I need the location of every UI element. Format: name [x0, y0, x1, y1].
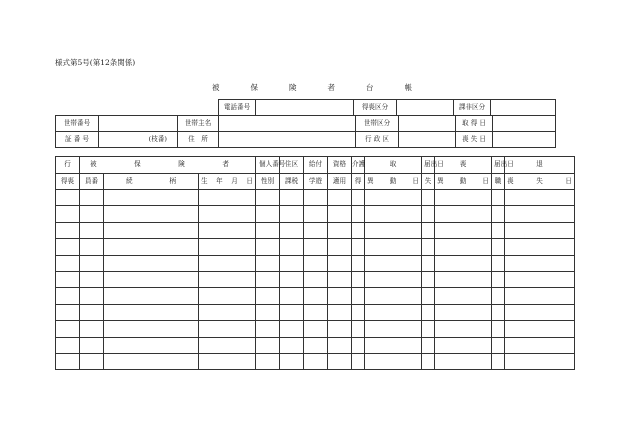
form-title [212, 82, 412, 93]
header-char: 異 [367, 176, 374, 185]
table-cell[interactable] [199, 206, 256, 222]
table-cell[interactable] [304, 321, 328, 337]
table-cell[interactable] [104, 304, 199, 320]
col-header: 取 [365, 157, 422, 174]
col-header: 員番 [80, 173, 104, 190]
table-cell[interactable] [199, 337, 256, 353]
table-cell[interactable] [365, 239, 422, 255]
header-char: 届 [494, 160, 501, 169]
table-cell[interactable] [256, 288, 280, 304]
header-char: 異 [437, 176, 444, 185]
table-cell[interactable] [422, 271, 435, 287]
table-cell[interactable] [280, 353, 304, 369]
table-cell[interactable] [199, 288, 256, 304]
table-cell[interactable] [435, 337, 492, 353]
acquire-date-label: 取 得 日 [456, 116, 493, 132]
acquire-date-field[interactable] [493, 116, 556, 132]
table-cell[interactable] [435, 222, 492, 238]
table-cell[interactable] [280, 206, 304, 222]
header-char: 動 [459, 176, 467, 185]
header-char: 者 [222, 160, 229, 169]
header-char: 日 [507, 160, 514, 169]
col-header: 行 [56, 157, 80, 174]
table-cell[interactable] [80, 222, 104, 238]
table-cell[interactable] [104, 255, 199, 271]
table-cell[interactable] [80, 255, 104, 271]
table-cell[interactable] [422, 353, 435, 369]
table-cell[interactable] [256, 337, 280, 353]
table-cell[interactable] [352, 206, 365, 222]
col-header [80, 157, 256, 174]
tax-class-field[interactable] [491, 100, 556, 116]
header-char: 険 [178, 160, 185, 169]
table-cell[interactable] [304, 288, 328, 304]
table-cell[interactable] [365, 271, 422, 287]
table-cell[interactable] [56, 190, 80, 206]
district-field[interactable] [399, 132, 456, 148]
col-header: 介護 [352, 157, 365, 174]
table-cell[interactable] [492, 353, 505, 369]
table-cell[interactable] [365, 353, 422, 369]
table-cell[interactable] [352, 337, 365, 353]
header-char: 動 [389, 176, 397, 185]
table-row [56, 271, 575, 287]
household-number-label: 世帯番号 [56, 116, 99, 132]
info-table [55, 115, 556, 148]
table-cell[interactable] [56, 206, 80, 222]
col-header: 住区 [280, 157, 304, 174]
table-cell[interactable] [422, 239, 435, 255]
table-cell[interactable] [352, 255, 365, 271]
table-cell[interactable] [365, 206, 422, 222]
household-class-field[interactable] [399, 116, 456, 132]
col-header: 得喪 [56, 173, 80, 190]
acquire-loss-class-field[interactable] [397, 100, 454, 116]
table-cell[interactable] [492, 222, 505, 238]
household-number-field[interactable] [99, 116, 178, 132]
table-cell[interactable] [256, 239, 280, 255]
table-cell[interactable] [422, 337, 435, 353]
table-cell[interactable] [104, 206, 199, 222]
table-cell[interactable] [492, 255, 505, 271]
table-cell[interactable] [199, 222, 256, 238]
table-cell[interactable] [365, 337, 422, 353]
table-cell[interactable] [104, 271, 199, 287]
table-cell[interactable] [505, 353, 575, 369]
table-cell[interactable] [492, 239, 505, 255]
table-cell[interactable] [80, 206, 104, 222]
table-cell[interactable] [56, 255, 80, 271]
table-cell[interactable] [352, 321, 365, 337]
table-cell[interactable] [328, 337, 352, 353]
header-char: 日 [437, 160, 444, 169]
header-char: 号 [278, 160, 286, 169]
table-cell[interactable] [280, 239, 304, 255]
header-char: 届 [424, 160, 431, 169]
table-cell[interactable] [56, 288, 80, 304]
table-cell[interactable] [256, 190, 280, 206]
table-cell[interactable] [280, 271, 304, 287]
table-cell[interactable] [56, 222, 80, 238]
table-cell[interactable] [435, 239, 492, 255]
table-cell[interactable] [492, 337, 505, 353]
table-cell[interactable] [104, 222, 199, 238]
table-row [56, 337, 575, 353]
table-cell[interactable] [104, 321, 199, 337]
header-char: 被 [90, 160, 97, 169]
header-char: 生 [201, 176, 208, 185]
table-cell[interactable] [304, 353, 328, 369]
table-cell[interactable] [80, 353, 104, 369]
table-cell[interactable] [256, 255, 280, 271]
col-header [505, 173, 575, 190]
col-header: 失 [422, 173, 435, 190]
table-cell[interactable] [256, 222, 280, 238]
col-header: 適用 [328, 173, 352, 190]
header-row-1 [56, 157, 575, 174]
table-cell[interactable] [304, 337, 328, 353]
table-row [56, 222, 575, 238]
table-cell[interactable] [435, 321, 492, 337]
header-char: 出 [500, 160, 508, 169]
header-char: 柄 [169, 176, 176, 185]
branch-number-label[interactable]: (枝番) [99, 132, 178, 148]
table-cell[interactable] [505, 206, 575, 222]
header-char: 日 [482, 176, 489, 185]
table-cell[interactable] [280, 288, 304, 304]
table-cell[interactable] [505, 271, 575, 287]
header-char: 日 [246, 176, 253, 185]
header-char: 出 [430, 160, 438, 169]
col-header [435, 173, 492, 190]
table-cell[interactable] [505, 255, 575, 271]
district-label: 行 政 区 [356, 132, 399, 148]
table-cell[interactable] [328, 353, 352, 369]
table-cell[interactable] [80, 239, 104, 255]
table-cell[interactable] [104, 353, 199, 369]
table-cell[interactable] [422, 190, 435, 206]
table-cell[interactable] [352, 239, 365, 255]
table-cell[interactable] [80, 304, 104, 320]
table-cell[interactable] [256, 321, 280, 337]
col-header: 得 [352, 173, 365, 190]
title-char: 被 [212, 83, 220, 92]
header-char: 日 [412, 176, 419, 185]
title-char: 台 [366, 83, 374, 92]
table-cell[interactable] [365, 255, 422, 271]
table-cell[interactable] [422, 321, 435, 337]
table-cell[interactable] [104, 337, 199, 353]
table-cell[interactable] [304, 222, 328, 238]
table-cell[interactable] [280, 337, 304, 353]
table-cell[interactable] [422, 304, 435, 320]
table-cell[interactable] [435, 271, 492, 287]
form-number: 様式第5号(第12条関係) [55, 58, 136, 67]
table-cell[interactable] [422, 222, 435, 238]
table-cell[interactable] [199, 239, 256, 255]
table-cell[interactable] [328, 206, 352, 222]
header-char: 個 [259, 160, 266, 169]
table-cell[interactable] [435, 288, 492, 304]
table-cell[interactable] [505, 190, 575, 206]
col-header [365, 173, 422, 190]
title-char: 帳 [404, 83, 412, 92]
address-label: 住 所 [178, 132, 219, 148]
table-cell[interactable] [365, 222, 422, 238]
table-cell[interactable] [328, 271, 352, 287]
header-table [218, 99, 556, 116]
table-cell[interactable] [352, 222, 365, 238]
col-header [492, 157, 514, 174]
table-row [56, 206, 575, 222]
table-cell[interactable] [304, 206, 328, 222]
table-row [56, 255, 575, 271]
header-char: 日 [565, 176, 572, 185]
table-cell[interactable] [422, 206, 435, 222]
col-header: 給付 [304, 157, 328, 174]
header-char: 人 [265, 160, 273, 169]
header-char: 失 [536, 176, 543, 185]
loss-date-label: 喪 失 日 [456, 132, 493, 148]
table-cell[interactable] [256, 271, 280, 287]
table-cell[interactable] [80, 288, 104, 304]
table-cell[interactable] [280, 321, 304, 337]
col-header [256, 157, 286, 174]
header-row-2 [56, 173, 575, 190]
table-cell[interactable] [422, 288, 435, 304]
table-cell[interactable] [199, 255, 256, 271]
header-char: 保 [134, 160, 141, 169]
household-head-label: 世帯主名 [178, 116, 219, 132]
table-cell[interactable] [80, 271, 104, 287]
table-cell[interactable] [280, 304, 304, 320]
table-cell[interactable] [199, 321, 256, 337]
table-cell[interactable] [365, 321, 422, 337]
table-cell[interactable] [352, 190, 365, 206]
table-cell[interactable] [505, 337, 575, 353]
table-cell[interactable] [492, 288, 505, 304]
table-cell[interactable] [104, 190, 199, 206]
certificate-number-label: 証 番 号 [56, 132, 99, 148]
table-cell[interactable] [56, 337, 80, 353]
col-header [422, 157, 444, 174]
header-char: 続 [126, 176, 133, 185]
table-cell[interactable] [256, 304, 280, 320]
table-cell[interactable] [492, 190, 505, 206]
table-cell[interactable] [56, 304, 80, 320]
table-cell[interactable] [505, 304, 575, 320]
address-field[interactable] [219, 132, 356, 148]
tax-class-label: 課非区分 [454, 100, 491, 116]
table-cell[interactable] [505, 239, 575, 255]
header-char: 喪 [507, 176, 514, 185]
table-cell[interactable] [435, 190, 492, 206]
table-cell[interactable] [328, 255, 352, 271]
col-header [199, 173, 256, 190]
loss-date-field[interactable] [493, 132, 556, 148]
table-cell[interactable] [352, 353, 365, 369]
table-row [56, 288, 575, 304]
table-cell[interactable] [199, 353, 256, 369]
table-cell[interactable] [505, 288, 575, 304]
table-cell[interactable] [80, 190, 104, 206]
col-header: 学遊 [304, 173, 328, 190]
table-cell[interactable] [492, 321, 505, 337]
table-cell[interactable] [280, 222, 304, 238]
table-cell[interactable] [199, 304, 256, 320]
table-cell[interactable] [199, 271, 256, 287]
title-char: 保 [250, 83, 258, 92]
table-cell[interactable] [365, 304, 422, 320]
table-cell[interactable] [80, 321, 104, 337]
table-cell[interactable] [56, 353, 80, 369]
header-char: 年 [216, 176, 223, 185]
table-cell[interactable] [505, 321, 575, 337]
col-header [104, 173, 199, 190]
table-row [56, 190, 575, 206]
col-header: 性別 [256, 173, 280, 190]
col-header: 喪 [435, 157, 492, 174]
table-cell[interactable] [56, 321, 80, 337]
table-cell[interactable] [304, 271, 328, 287]
table-cell[interactable] [435, 304, 492, 320]
table-row [56, 304, 575, 320]
table-cell[interactable] [280, 190, 304, 206]
table-cell[interactable] [492, 304, 505, 320]
table-cell[interactable] [304, 190, 328, 206]
insured-register-table [55, 156, 575, 370]
table-cell[interactable] [328, 304, 352, 320]
table-cell[interactable] [435, 255, 492, 271]
col-header: 課税 [280, 173, 304, 190]
title-char: 者 [327, 83, 335, 92]
table-cell[interactable] [104, 239, 199, 255]
table-cell[interactable] [328, 239, 352, 255]
table-cell[interactable] [328, 288, 352, 304]
table-cell[interactable] [328, 321, 352, 337]
table-cell[interactable] [280, 255, 304, 271]
col-header: 退 [505, 157, 575, 174]
col-header: 職 [492, 173, 505, 190]
table-cell[interactable] [256, 353, 280, 369]
table-cell[interactable] [492, 206, 505, 222]
household-head-field[interactable] [219, 116, 356, 132]
table-cell[interactable] [56, 239, 80, 255]
table-cell[interactable] [304, 304, 328, 320]
household-class-label: 世帯区分 [356, 116, 399, 132]
table-cell[interactable] [352, 288, 365, 304]
col-header: 資格 [328, 157, 352, 174]
table-row [56, 353, 575, 369]
table-cell[interactable] [304, 239, 328, 255]
table-row [56, 321, 575, 337]
phone-label: 電話番号 [219, 100, 256, 116]
table-cell[interactable] [365, 190, 422, 206]
table-cell[interactable] [492, 271, 505, 287]
table-cell[interactable] [352, 271, 365, 287]
table-cell[interactable] [505, 222, 575, 238]
table-cell[interactable] [256, 206, 280, 222]
table-cell[interactable] [80, 337, 104, 353]
phone-field[interactable] [256, 100, 354, 116]
acquire-loss-class-label: 得喪区分 [354, 100, 397, 116]
table-row [56, 239, 575, 255]
table-cell[interactable] [435, 353, 492, 369]
table-cell[interactable] [56, 271, 80, 287]
table-cell[interactable] [422, 255, 435, 271]
table-cell[interactable] [328, 190, 352, 206]
header-char: 番 [272, 160, 279, 169]
title-char: 険 [289, 83, 297, 92]
table-cell[interactable] [328, 222, 352, 238]
table-cell[interactable] [365, 288, 422, 304]
table-cell[interactable] [435, 206, 492, 222]
table-cell[interactable] [199, 190, 256, 206]
table-cell[interactable] [352, 304, 365, 320]
table-cell[interactable] [304, 255, 328, 271]
header-char: 月 [231, 176, 238, 185]
table-cell[interactable] [104, 288, 199, 304]
